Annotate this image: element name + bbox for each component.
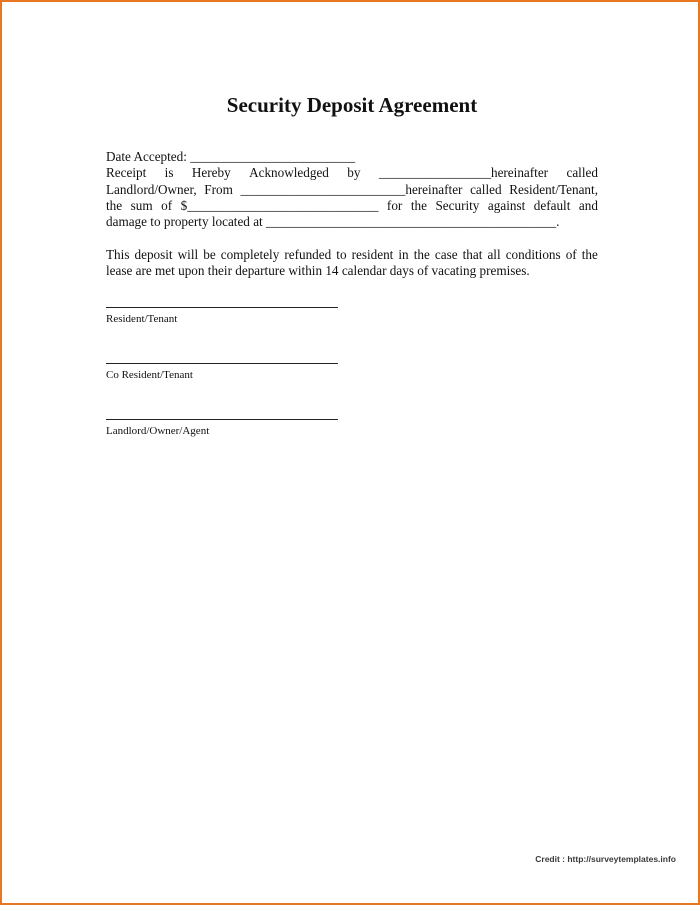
word: by: [347, 165, 361, 181]
word: that: [462, 247, 483, 262]
word: to: [336, 247, 347, 262]
word: all: [487, 247, 501, 262]
word: _________________hereinafter: [378, 165, 549, 181]
word: From: [204, 181, 233, 197]
word: and: [578, 197, 598, 213]
word: case: [434, 247, 458, 262]
signature-label: Co Resident/Tenant: [106, 369, 193, 381]
sum-line: [106, 198, 598, 214]
word: Landlord/Owner,: [106, 181, 197, 197]
word: of: [565, 247, 577, 262]
word: the: [410, 197, 427, 213]
word: Acknowledged: [249, 165, 329, 181]
word: will: [177, 247, 199, 262]
signature-block-co-resident: [106, 363, 346, 382]
word: against: [487, 197, 526, 213]
word: of: [161, 197, 173, 213]
credit-text: Credit : http://surveytemplates.info: [535, 854, 676, 864]
word: called: [566, 165, 598, 181]
word: Receipt: [106, 165, 147, 181]
word: Security: [435, 197, 480, 213]
word: the: [581, 247, 598, 262]
refund-line-1: [106, 247, 598, 263]
word: This: [106, 247, 130, 262]
word: completely: [220, 247, 280, 262]
word: Hereby: [191, 165, 231, 181]
signature-label: Resident/Tenant: [106, 313, 178, 325]
word: refunded: [284, 247, 332, 262]
word: the: [106, 197, 123, 213]
word: sum: [130, 197, 153, 213]
word: _________________________hereinafter: [240, 181, 463, 197]
word: resident: [351, 247, 394, 262]
word: called: [470, 181, 502, 197]
word: for: [386, 197, 403, 213]
date-accepted-line: Date Accepted: _________________________: [106, 149, 356, 164]
word: in: [398, 247, 409, 262]
word: Resident/Tenant,: [509, 181, 598, 197]
signature-line: [106, 363, 338, 364]
word: $_____________________________: [180, 197, 379, 213]
signature-label: Landlord/Owner/Agent: [106, 425, 210, 437]
refund-paragraph: [106, 247, 598, 280]
signature-line: [106, 307, 338, 308]
word: the: [413, 247, 430, 262]
word: conditions: [505, 247, 561, 262]
word: be: [203, 247, 216, 262]
property-location-line: damage to property located at ____________________________________________.: [106, 214, 560, 230]
signature-block-landlord: [106, 419, 346, 438]
refund-line-2: lease are met upon their departure within 14 calendar days of vacating premises.: [106, 263, 530, 279]
word: is: [164, 165, 174, 181]
document-title: Security Deposit Agreement: [226, 93, 478, 117]
receipt-line: [106, 165, 598, 181]
word: deposit: [134, 247, 173, 262]
signature-line: [106, 419, 338, 420]
landlord-from-line: [106, 182, 598, 198]
receipt-paragraph: [106, 149, 598, 230]
signature-block-resident: [106, 307, 346, 326]
word: default: [533, 197, 571, 213]
